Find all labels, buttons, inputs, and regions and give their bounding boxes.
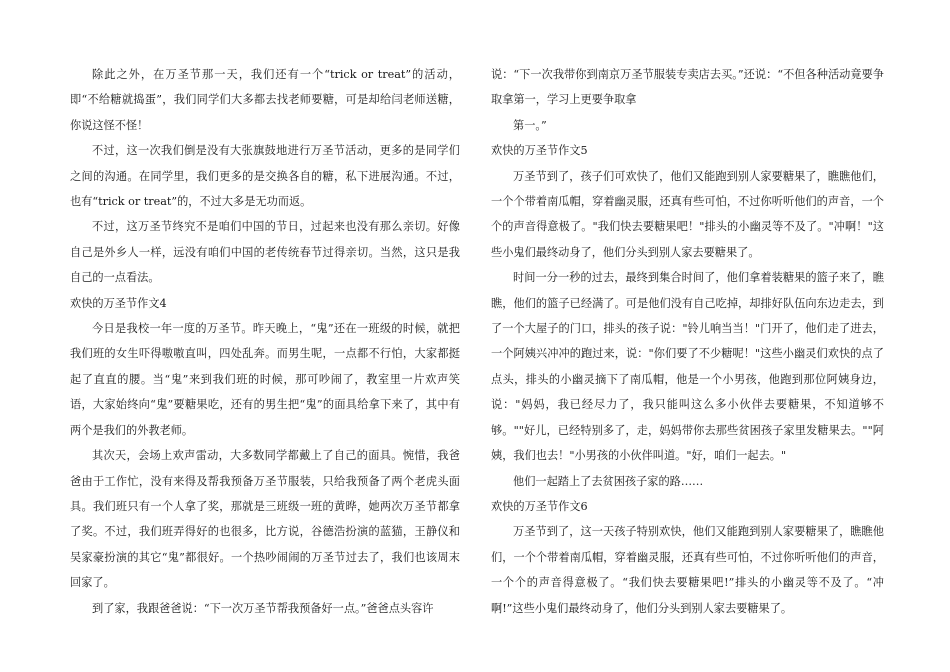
- paragraph: 万圣节到了，孩子们可欢快了，他们又能跑到别人家要糖果了，瞧瞧他们，一个个带着南瓜帽，穿着幽灵服，还真有些可怕，不过你听听他们的声音，一个个的声音得意极了。"我们快去要糖果吧！"排头的小幽灵等不及了。"冲啊！"这些小鬼们最终动身了，他们分头到别人家去要糖果了。: [491, 169, 884, 259]
- section-heading: 欢快的万圣节作文4: [70, 296, 167, 310]
- paragraph: 其次天，会场上欢声雷动，大多数同学都戴上了自己的面具。惋惜，我爸爸由于工作忙，没有来得及帮我预备万圣节服装，只给我预备了两个老虎头面具。我们班只有一个人拿了奖，那就是三班级一班的黄晔，她两次万圣节都拿了奖。不过，我们班弄得好的也很多，比方说，谷德浩扮演的蓝猫，王静仪和吴家豪扮演的其它“鬼”都很好。一个热吵闹闹的万圣节过去了，我们也该周末回家了。: [70, 449, 460, 590]
- left-column: [70, 62, 460, 621]
- paragraph: 时间一分一秒的过去，最终到集合时间了，他们拿着装糖果的篮子来了，瞧瞧，他们的篮子已经满了。可是他们没有自己吃掉，却排好队伍向东边走去，到了一个大屋子的门口，排头的孩子说："铃儿响当当！"门开了，他们走了进去，一个阿姨兴冲冲的跑过来，说："你们要了不少糖呢！"这些小幽灵们欢快的点了点头，排头的小幽灵摘下了南瓜帽，他是一个小男孩，他跑到那位阿姨身边，说："妈妈，我已经尽力了，我只能叫这么多小伙伴去要糖果，不知道够不够。""好儿，已经特别多了，走，妈妈带你去那些贫困孩子家里发糖果去。""阿姨，我们也去！"小男孩的小伙伴叫道。"好，咱们一起去。": [491, 271, 884, 463]
- paragraph: 万圣节到了，这一天孩子特别欢快，他们又能跑到别人家要糖果了，瞧瞧他们，一个个带着南瓜帽，穿着幽灵服，还真有些可怕，不过你听听他们的声音，一个个的声音得意极了。“我们快去要糖果吧!”排头的小幽灵等不及了。“冲啊!”这些小鬼们最终动身了，他们分头到别人家去要糖果了。: [491, 525, 884, 615]
- paragraph: 第一。”: [513, 118, 547, 132]
- section-heading: 欢快的万圣节作文6: [491, 499, 588, 513]
- section-heading: 欢快的万圣节作文5: [491, 144, 588, 158]
- paragraph-continuation: 说：“下一次我带你到南京万圣节服装专卖店去买。”还说：“不但各种活动竟要争取拿第一，学习上更要争取拿: [491, 68, 884, 107]
- paragraph: 今日是我校一年一度的万圣节。昨天晚上，“鬼”还在一班级的时候，就把我们班的女生吓得嗷嗷直叫，四处乱奔。而男生呢，一点都不行怕，大家都挺起了直直的腰。当“鬼”来到我们班的时候，那可吵闹了，教室里一片欢声笑语，大家始终向“鬼”要糖果吃，还有的男生把“鬼”的面具给拿下来了，其中有两个是我们的外教老师。: [70, 322, 460, 437]
- paragraph: 他们一起踏上了去贫困孩子家的路……: [513, 474, 704, 488]
- paragraph: 不过，这万圣节终究不是咱们中国的节日，过起来也没有那么亲切。好像自己是外乡人一样，远没有咱们中国的老传统春节过得亲切。当然，这只是我自己的一点看法。: [70, 220, 460, 285]
- right-column: [491, 62, 884, 621]
- paragraph: 不过，这一次我们倒是没有大张旗鼓地进行万圣节活动，更多的是同学们之间的沟通。在同学里，我们更多的是交换各自的糖，私下进展沟通。不过，也有“trick or treat”的，不过大多是无功而返。: [70, 144, 460, 209]
- paragraph: 除此之外，在万圣节那一天，我们还有一个“trick or treat”的活动，即“不给糖就捣蛋”，我们同学们大多都去找老师要糖，可是却给闫老师送糖，你说这怪不怪！: [70, 68, 460, 132]
- paragraph: 到了家，我跟爸爸说：“下一次万圣节帮我预备好一点。”爸爸点头容许: [92, 601, 434, 615]
